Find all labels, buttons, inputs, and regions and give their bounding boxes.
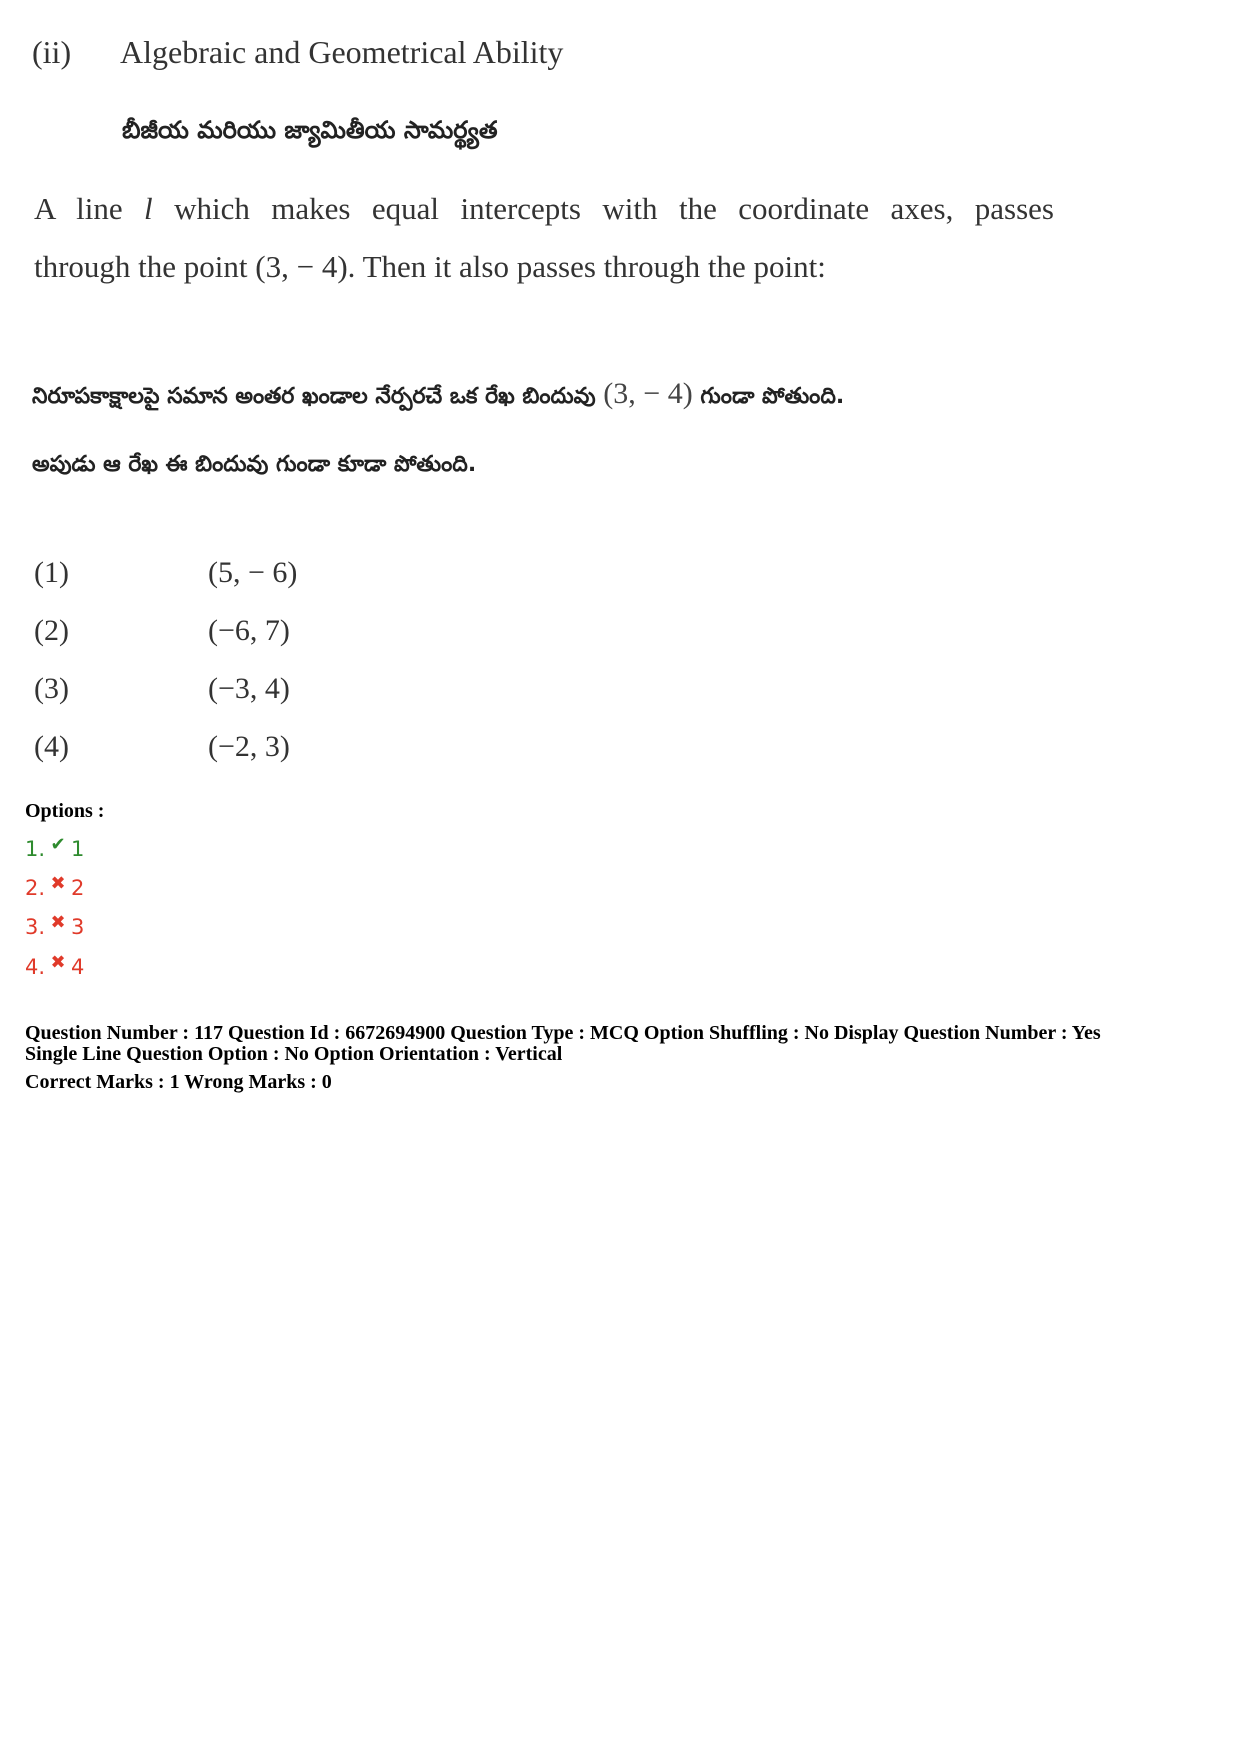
options-heading: Options :: [25, 800, 105, 822]
answer-option-3[interactable]: 3. ✖ 3: [25, 912, 85, 939]
answer-option-4[interactable]: 4. ✖ 4: [25, 952, 85, 979]
stem-line-2: through the point (3, − 4). Then it also passes through the point:: [34, 249, 826, 284]
line-symbol: l: [144, 191, 153, 226]
question-meta-line-1: Question Number : 117 Question Id : 6672694900 Question Type : MCQ Option Shuffling : No Display Question Number : Yes: [25, 1022, 1101, 1044]
section-title: Algebraic and Geometrical Ability: [120, 34, 564, 70]
check-icon: ✔: [50, 834, 66, 855]
image-option-4: (4) (−2, 3): [34, 730, 290, 763]
section-heading: [32, 34, 563, 71]
answer-option-2[interactable]: 2. ✖ 2: [25, 873, 85, 900]
telugu-line-2: అపుడు ఆ రేఖ ఈ బిందువు గుండా కూడా పోతుంది.: [32, 452, 477, 477]
section-title-telugu: బీజీయ మరియు జ్యామితీయ సామర్థ్యత: [122, 116, 498, 144]
answer-option-1[interactable]: 1. ✔ 1: [25, 834, 85, 861]
cross-icon: ✖: [50, 912, 66, 933]
cross-icon: ✖: [50, 952, 66, 973]
cross-icon: ✖: [50, 873, 66, 894]
stem-line-1: A line l which makes equal intercepts with the coordinate axes, passes: [34, 191, 1054, 226]
question-stem-english: [34, 180, 1054, 296]
question-image: [0, 0, 1240, 790]
question-meta-line-2: Single Line Question Option : No Option Orientation : Vertical: [25, 1043, 563, 1065]
image-option-1: (1) (5, − 6): [34, 556, 298, 589]
telugu-line-1: నిరూపకాక్షాలపై సమాన అంతర ఖండాల నేర్పరచే ఒక రేఖ బిందువు (3, − 4) గుండా పోతుంది.: [32, 377, 845, 410]
image-option-2: (2) (−6, 7): [34, 614, 290, 647]
question-marks: Correct Marks : 1 Wrong Marks : 0: [25, 1071, 332, 1093]
section-number: (ii): [32, 34, 72, 70]
image-option-3: (3) (−3, 4): [34, 672, 290, 705]
question-stem-telugu: [32, 360, 1132, 499]
